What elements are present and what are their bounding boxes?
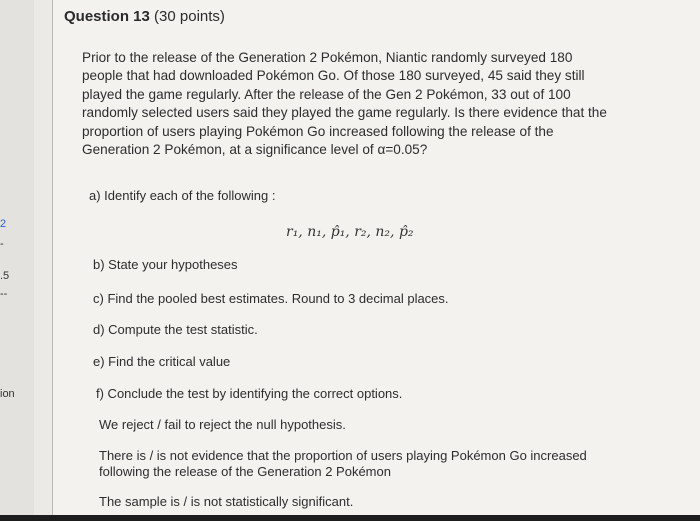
- sidebar-fragment: ion: [0, 388, 15, 400]
- part-b-label: b) State your hypotheses: [93, 257, 238, 272]
- part-d-label: d) Compute the test statistic.: [93, 322, 258, 337]
- sidebar-fragment: --: [0, 288, 8, 300]
- conclusion-option-reject: We reject / fail to reject the null hypothesis.: [99, 417, 346, 432]
- sidebar-fragment: 2: [0, 218, 7, 230]
- question-prompt: Prior to the release of the Generation 2 Pokémon, Niantic randomly surveyed 180 people that had downloaded Pokémon Go. Of those 180 surveyed, 45 said they still played the game regularly. After the release of the Gen 2 Pokémon, 33 out of 100 randomly selected users said they played the game regularly. Is there evidence that the proportion of users playing Pokémon Go increased following the release of the Generation 2 Pokémon, at a significance level of α=0.05?: [82, 50, 607, 158]
- conclusion-option-evidence: There is / is not evidence that the proportion of users playing Pokémon Go increased: [99, 448, 587, 463]
- bottom-border: [0, 515, 700, 521]
- part-a-label: a) Identify each of the following :: [89, 188, 276, 203]
- part-e-label: e) Find the critical value: [93, 354, 231, 369]
- question-number: Question 13: [64, 8, 150, 25]
- part-c-label: c) Find the pooled best estimates. Round to 3 decimal places.: [93, 291, 449, 306]
- sidebar-fragment: .5: [0, 270, 10, 282]
- question-points: (30 points): [154, 8, 225, 25]
- conclusion-option-significance: The sample is / is not statistically significant.: [99, 494, 354, 509]
- sidebar-fragment: -: [0, 238, 4, 250]
- question-header: [64, 8, 225, 25]
- conclusion-option-evidence-cont: following the release of the Generation 2 Pokémon: [99, 464, 391, 479]
- part-f-label: f) Conclude the test by identifying the correct options.: [96, 386, 403, 401]
- math-variables: r₁, n₁, p̂₁, r₂, n₂, p̂₂: [286, 224, 414, 240]
- left-sidebar: [0, 0, 34, 521]
